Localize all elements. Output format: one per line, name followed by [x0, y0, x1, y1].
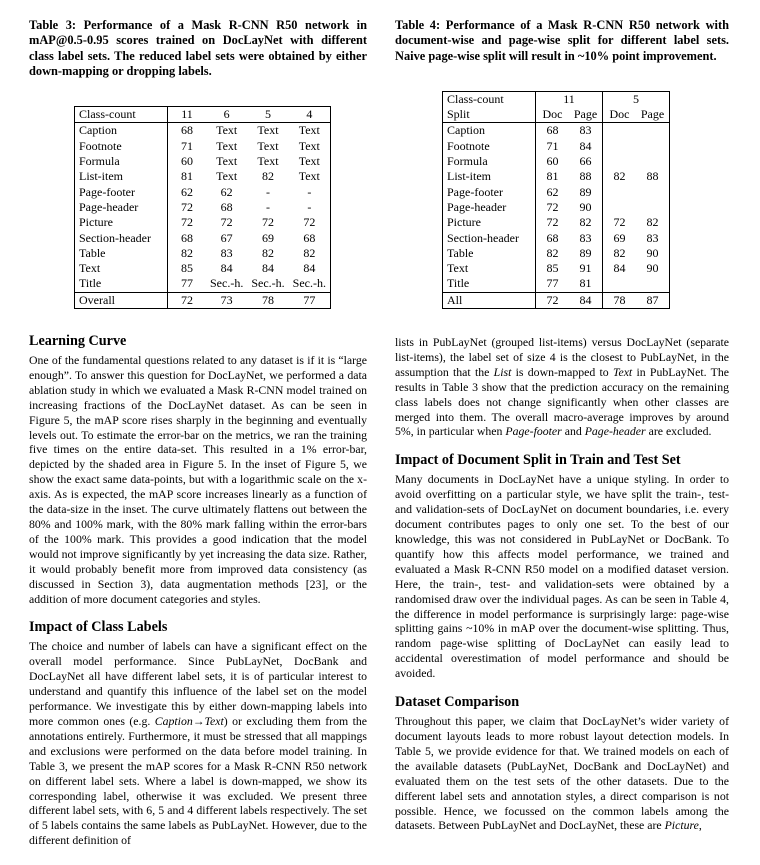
row-label-cell: Text	[79, 261, 101, 276]
table-row	[443, 200, 670, 215]
table3-body	[75, 123, 331, 292]
dataset-comparison-paragraph	[395, 714, 729, 833]
table3-header-6: 6	[223, 107, 230, 122]
value-cell: 84	[303, 261, 316, 276]
heading-learning-curve: Learning Curve	[29, 333, 127, 350]
table4-all-label: All	[447, 292, 463, 307]
value-cell: 85	[536, 261, 570, 276]
italic-term: Text	[612, 364, 633, 379]
value-cell: Text	[257, 138, 279, 153]
table-row	[75, 139, 331, 154]
value-cell: 68	[220, 199, 233, 214]
italic-term: Page-header	[584, 424, 646, 439]
value-cell: Text	[257, 154, 279, 169]
value-cell: 68	[536, 231, 570, 246]
table4-footer	[443, 292, 670, 308]
table-row	[443, 231, 670, 246]
table4-header-doc-11: Doc	[536, 107, 570, 123]
text-segment: lists in PubLayNet (grouped list-items) versus DocLayNet (separate list-items), the label set of size 4 is the closest to PubLayNet, in the assumption that the	[395, 335, 729, 379]
table-row	[443, 246, 670, 261]
value-cell: 83	[646, 230, 659, 245]
value-cell: 84	[579, 138, 592, 153]
value-cell: Text	[216, 154, 238, 169]
table4-all-row	[443, 292, 670, 308]
table3-footer	[75, 292, 331, 308]
value-cell: 90	[579, 199, 592, 214]
value-cell	[603, 200, 637, 215]
row-label-cell: Formula	[447, 154, 488, 169]
table4-header-split: Split	[447, 107, 470, 122]
value-cell	[636, 139, 670, 154]
table3-header-4: 4	[306, 107, 313, 122]
row-label-cell: Picture	[79, 215, 113, 230]
table-row	[75, 246, 331, 261]
table-row	[75, 261, 331, 276]
value-cell: Text	[216, 123, 238, 138]
text-segment: in PubLayNet. The results in Table 3 show that the prediction accuracy on the remaining class labels does not change significantly when other classes are merged into them. The overall macro-average improves by around 5%, in particular when	[395, 364, 730, 439]
table4-all-doc-11: 72	[536, 292, 570, 308]
row-label-cell: Footnote	[79, 138, 122, 153]
table-row	[443, 215, 670, 230]
italic-term: Caption	[154, 713, 193, 728]
italic-term: List	[493, 364, 512, 379]
value-cell: 60	[168, 154, 207, 169]
table4-header-row-1	[443, 91, 670, 107]
table4-header-doc-5: Doc	[603, 107, 637, 123]
value-cell: 83	[579, 230, 592, 245]
right-column	[395, 0, 729, 833]
value-cell: 60	[536, 154, 570, 169]
table3-header-5: 5	[264, 107, 271, 122]
table3-caption: Table 3: Performance of a Mask R-CNN R50 network in mAP@0.5-0.95 scores trained on DocLayNet with different class label sets. The reduced label sets were obtained by either down-mapping or dropping labels.	[29, 18, 367, 78]
table4-all-doc-5: 78	[603, 292, 637, 308]
value-cell: 68	[168, 231, 207, 246]
italic-term: Picture	[664, 818, 699, 833]
value-cell: 81	[579, 276, 592, 291]
value-cell: Sec.-h.	[210, 276, 244, 291]
value-cell: -	[265, 199, 270, 214]
table4-header	[443, 91, 670, 123]
table4-header-class-count: Class-count	[447, 91, 504, 106]
class-labels-continuation-paragraph	[395, 335, 729, 439]
table-row	[75, 154, 331, 169]
row-label-cell: Table	[79, 245, 106, 260]
value-cell: 72	[536, 200, 570, 215]
table3-overall-label: Overall	[79, 292, 115, 307]
table4-header-group-11: 11	[536, 91, 603, 107]
row-label-cell: Page-footer	[79, 184, 135, 199]
value-cell: 81	[536, 169, 570, 184]
value-cell: 68	[168, 123, 207, 139]
table3-wrapper	[74, 106, 367, 309]
value-cell: 83	[579, 123, 592, 138]
row-label-cell: Title	[447, 276, 470, 291]
table3-header-row	[75, 107, 331, 123]
heading-dataset-comparison: Dataset Comparison	[395, 694, 520, 711]
table-row	[75, 231, 331, 246]
table4-wrapper	[442, 91, 729, 309]
value-cell: 62	[536, 185, 570, 200]
table4-all-page-11: 84	[579, 292, 592, 307]
table3-overall-5: 78	[261, 292, 274, 307]
table3-header	[75, 107, 331, 123]
text-segment: →	[192, 713, 205, 728]
table4	[442, 91, 670, 309]
value-cell: 88	[646, 169, 659, 184]
value-cell: -	[307, 184, 312, 199]
value-cell: 84	[261, 261, 274, 276]
row-label-cell: Page-header	[447, 199, 507, 214]
value-cell: 77	[536, 276, 570, 292]
table-row	[443, 139, 670, 154]
italic-term: Text	[204, 713, 224, 728]
value-cell: 82	[261, 245, 274, 260]
value-cell: 71	[168, 139, 207, 154]
value-cell	[603, 154, 637, 169]
heading-impact-of-document-split: Impact of Document Split in Train and Test Set	[395, 452, 681, 469]
heading-impact-of-class-labels: Impact of Class Labels	[29, 619, 168, 636]
value-cell: 82	[536, 246, 570, 261]
row-label-cell: Caption	[447, 123, 485, 138]
table3-overall-row	[75, 292, 331, 308]
table4-header-group-5: 5	[603, 91, 670, 107]
value-cell: 90	[646, 245, 659, 260]
value-cell	[603, 139, 637, 154]
table3-header-11: 11	[168, 107, 207, 123]
table-row	[443, 185, 670, 200]
table-row	[443, 276, 670, 292]
value-cell: 82	[603, 246, 637, 261]
table4-all-page-5: 87	[646, 292, 659, 307]
row-label-cell: Text	[447, 261, 469, 276]
row-label-cell: Page-footer	[447, 184, 503, 199]
value-cell: Sec.-h.	[292, 276, 326, 291]
value-cell: Text	[216, 138, 238, 153]
value-cell	[603, 123, 637, 139]
value-cell: 68	[303, 230, 316, 245]
table4-body	[443, 123, 670, 292]
value-cell: 72	[261, 215, 274, 230]
table-row	[75, 185, 331, 200]
table3-overall-6: 73	[220, 292, 233, 307]
row-label-cell: Picture	[447, 215, 481, 230]
value-cell: 72	[303, 215, 316, 230]
value-cell: 69	[261, 230, 274, 245]
row-label-cell: Section-header	[447, 230, 519, 245]
value-cell	[603, 185, 637, 200]
value-cell: Text	[298, 138, 320, 153]
value-cell: 72	[603, 215, 637, 230]
value-cell: 89	[579, 184, 592, 199]
learning-curve-paragraph: One of the fundamental questions related to any dataset is if it is “large enough”. To answer this question for DocLayNet, we performed a data ablation study in which we evaluated a Mask R-CNN model trained on increasing fractions of the DocLayNet dataset. As can be seen in Figure 5, the mAP score rises sharply in the beginning and eventually levels out. To estimate the error-bar on the metrics, we ran the training five times on the entire data-set. This resulted in a 1% error-bar, depicted by the shaded area in Figure 5. In the inset of Figure 5, we show the exact same data-points, but with a logarithmic scale on the x-axis. As is expected, the mAP score increases linearly as a function of the data-size in the inset. The curve ultimately flattens out between the 80% and 100% mark, with the 80% mark falling within the error-bars of the 100% mark. This provides a good indication that the model would not improve significantly by yet increasing the data size. Rather, it would probably benefit more from improved data consistency (as discussed in Section 3), data augmentation methods [23], or the addition of more document categories and styles.	[29, 353, 367, 606]
row-label-cell: List-item	[447, 169, 491, 184]
value-cell: 88	[579, 169, 592, 184]
row-label-cell: Caption	[79, 123, 117, 138]
value-cell: Sec.-h.	[251, 276, 285, 291]
value-cell	[636, 154, 670, 169]
value-cell	[636, 276, 670, 292]
table-row	[75, 169, 331, 184]
text-segment: ,	[698, 818, 702, 833]
text-segment: and	[561, 424, 585, 439]
table4-caption: Table 4: Performance of a Mask R-CNN R50 network with document-wise and page-wise split for different label sets. Naive page-wise split will result in ~10% point improvement.	[395, 18, 729, 63]
table4-header-page-5: Page	[640, 107, 665, 122]
text-segment: is down-mapped to	[511, 364, 613, 379]
value-cell: -	[265, 184, 270, 199]
text-segment: Throughout this paper, we claim that DocLayNet’s wider variety of document layouts leads to more robust layout detection models. In Table 5, we provide evidence for that. We trained models on each of the available datasets (PubLayNet, DocBank and DocLayNet) and evaluated them on the test sets of the other datasets. Due to the different label sets and annotation styles, a direct comparison is not possible. Hence, we focussed on the common labels among the datasets. Between PubLayNet and DocLayNet, these are	[395, 714, 729, 833]
row-label-cell: Table	[447, 245, 474, 260]
value-cell: 67	[220, 230, 233, 245]
impact-of-document-split-paragraph: Many documents in DocLayNet have a unique styling. In order to avoid overfitting on a particular style, we have split the train-, test- and validation-sets of DocLayNet on document boundaries, i.e. every document contributes pages to only one set. To the best of our knowledge, this was not considered in PubLayNet or DocBank. To quantify how this affects model performance, we trained and evaluated a Mask R-CNN R50 model on a modified dataset version. Here, the train-, test- and validation-sets were obtained by a randomised draw over the individual pages. As can be seen in Table 4, the difference in model performance is surprisingly large: page-wise splitting gains ~10% in mAP over the document-wise splitting. Thus, random page-wise splitting of DocLayNet can easily lead to accidental overestimation of model performance and should be avoided.	[395, 472, 729, 681]
row-label-cell: Page-header	[79, 199, 139, 214]
row-label-cell: Title	[79, 276, 102, 291]
value-cell: 83	[220, 245, 233, 260]
row-label-cell: Footnote	[447, 138, 490, 153]
table-row	[443, 169, 670, 184]
table-row	[443, 123, 670, 139]
value-cell: 72	[168, 215, 207, 230]
table3-header-class-count: Class-count	[79, 107, 136, 122]
text-segment: are excluded.	[645, 424, 712, 439]
value-cell: 62	[168, 185, 207, 200]
table-row	[75, 276, 331, 292]
table-row	[75, 123, 331, 139]
value-cell: 68	[536, 123, 570, 139]
table3	[74, 106, 331, 309]
table3-overall-4: 77	[303, 292, 316, 307]
text-segment: The choice and number of labels can have a significant effect on the overall model performance. Since PubLayNet, DocBank and DocLayNet all have different label sets, it is of particular interest to understand and quantify this influence of the label set on the model performance. We investigate this by either down-mapping labels into more common ones (e.g.	[29, 639, 367, 728]
row-label-cell: Formula	[79, 154, 120, 169]
value-cell: 82	[168, 246, 207, 261]
row-label-cell: List-item	[79, 169, 123, 184]
impact-of-class-labels-paragraph	[29, 639, 367, 848]
value-cell: 82	[646, 215, 659, 230]
value-cell: 82	[579, 215, 592, 230]
value-cell	[603, 276, 637, 292]
value-cell	[636, 185, 670, 200]
value-cell: 72	[168, 200, 207, 215]
value-cell: 85	[168, 261, 207, 276]
value-cell: Text	[298, 154, 320, 169]
value-cell: Text	[257, 123, 279, 138]
value-cell: 89	[579, 245, 592, 260]
value-cell: -	[307, 199, 312, 214]
value-cell: Text	[298, 123, 320, 138]
table-row	[443, 261, 670, 276]
italic-term: Page-footer	[505, 424, 562, 439]
table4-header-row-2	[443, 107, 670, 123]
table3-overall-11: 72	[168, 292, 207, 308]
table-row	[75, 215, 331, 230]
value-cell: 82	[303, 245, 316, 260]
value-cell: 84	[220, 261, 233, 276]
table-row	[75, 200, 331, 215]
value-cell: 91	[579, 261, 592, 276]
value-cell: 62	[220, 184, 233, 199]
value-cell: Text	[298, 169, 320, 184]
value-cell	[636, 200, 670, 215]
value-cell: 81	[168, 169, 207, 184]
value-cell: 82	[261, 169, 274, 184]
value-cell: 71	[536, 139, 570, 154]
value-cell: 69	[603, 231, 637, 246]
text-segment: ) or excluding them from the annotations entirely. Furthermore, it must be stressed that all mappings and exclusions were performed on the data before model training. In Table 3, we present the mAP scores for a Mask R-CNN R50 network on different label sets. Where a label is down-mapped, we show its corresponding label, otherwise it was excluded. We present three different label sets, with 6, 5 and 4 different labels respectively. The set of 5 labels contains the same labels as PubLayNet. However, due to the different definition of	[29, 713, 367, 848]
value-cell: 77	[168, 276, 207, 292]
value-cell: 90	[646, 261, 659, 276]
value-cell: 84	[603, 261, 637, 276]
table-row	[443, 154, 670, 169]
row-label-cell: Section-header	[79, 230, 151, 245]
value-cell: Text	[216, 169, 238, 184]
value-cell: 66	[579, 154, 592, 169]
value-cell	[636, 123, 670, 139]
table4-header-page-11: Page	[573, 107, 598, 122]
value-cell: 82	[603, 169, 637, 184]
value-cell: 72	[220, 215, 233, 230]
value-cell: 72	[536, 215, 570, 230]
left-column	[29, 0, 367, 848]
